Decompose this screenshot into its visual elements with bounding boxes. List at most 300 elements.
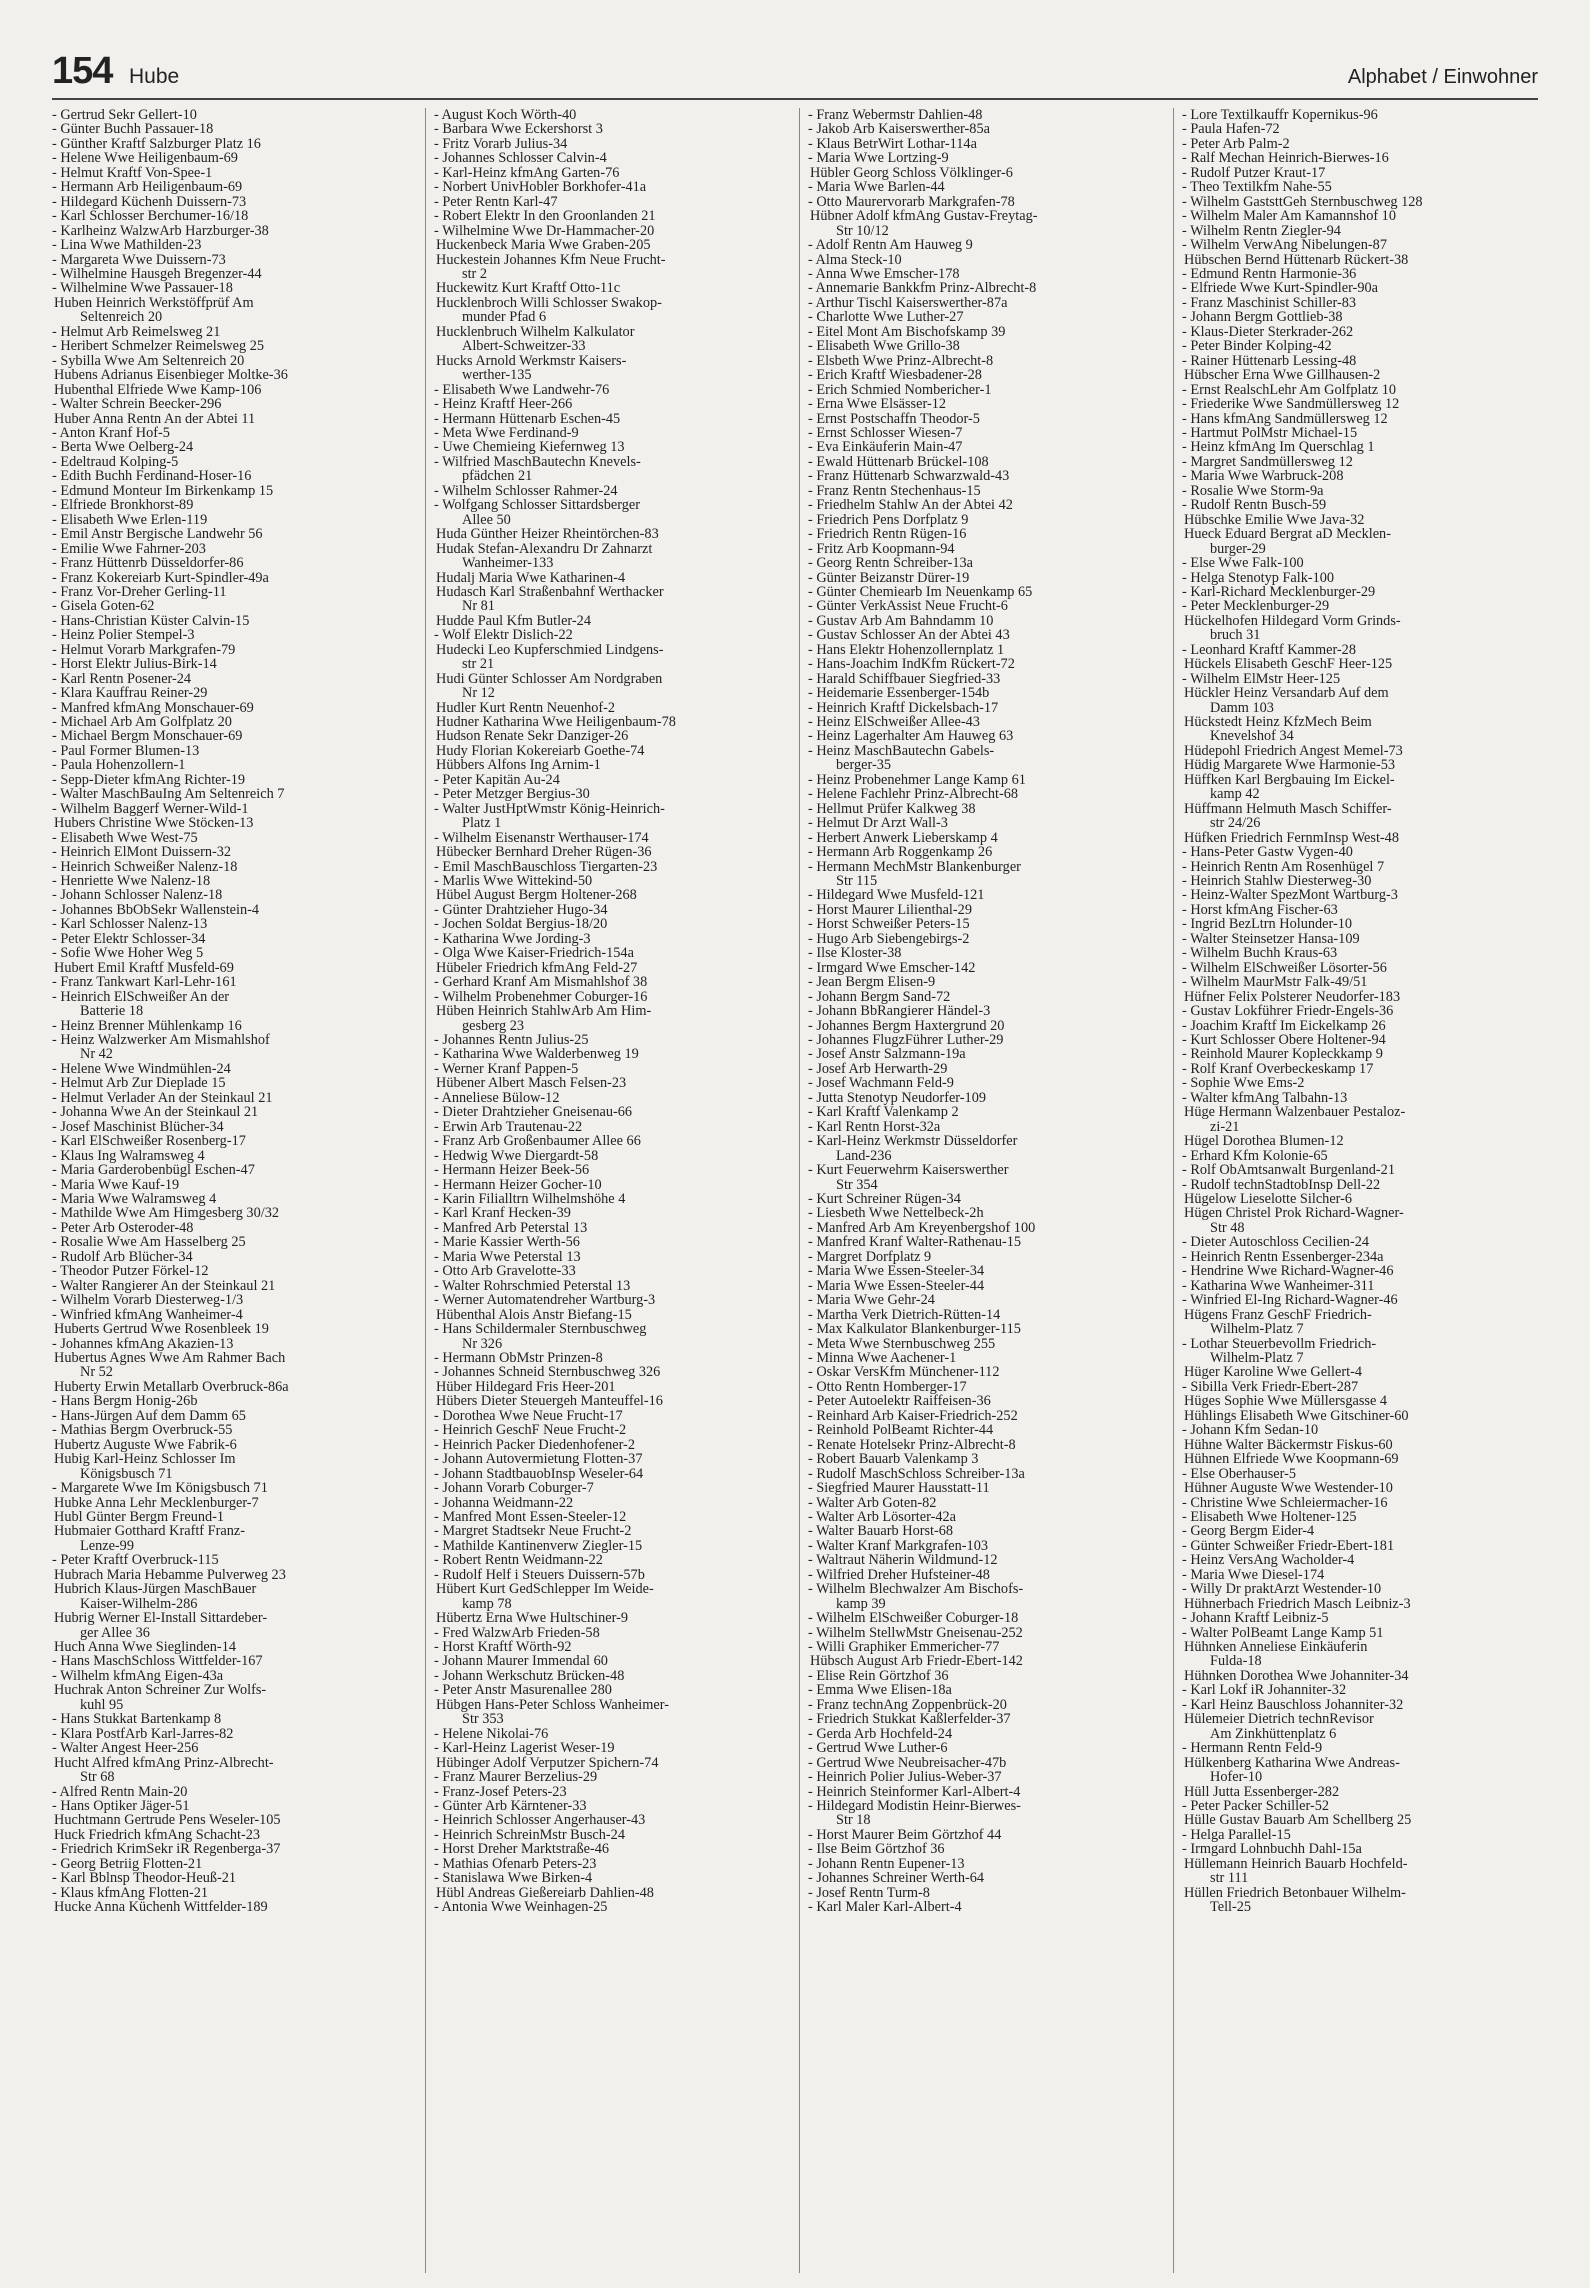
directory-entry: Huckewitz Kurt Kraftf Otto-11c bbox=[436, 281, 621, 296]
directory-entry: - Heinrich Schweißer Nalenz-18 bbox=[52, 859, 238, 875]
directory-entry: - Jakob Arb Kaiserswerther-85a bbox=[808, 122, 990, 137]
directory-entry: Hübler Georg Schloss Völklinger-6 bbox=[810, 165, 1013, 181]
directory-entry: - Rudolf MaschSchloss Schreiber-13a bbox=[808, 1466, 1025, 1482]
directory-entry: - Helene Nikolai-76 bbox=[434, 1726, 549, 1742]
directory-entry: - Martha Verk Dietrich-Rütten-14 bbox=[808, 1307, 1001, 1323]
directory-entry: - Ewald Hüttenarb Brückel-108 bbox=[808, 454, 989, 470]
directory-entry: - Helene Wwe Windmühlen-24 bbox=[52, 1061, 231, 1077]
directory-entry: - Karl Schlosser Nalenz-13 bbox=[52, 917, 208, 932]
entry-continuation: str 24/26 bbox=[1210, 816, 1261, 831]
directory-entry: - Hermann Arb Roggenkamp 26 bbox=[808, 845, 993, 860]
directory-entry: Hubl Günter Bergm Freund-1 bbox=[54, 1509, 225, 1525]
directory-entry: - Rudolf Helf i Steuers Duissern-57b bbox=[434, 1567, 645, 1583]
directory-entry: - Johannes FlugzFührer Luther-29 bbox=[808, 1033, 1004, 1048]
entry-continuation: Seltenreich 20 bbox=[80, 310, 163, 325]
directory-entry: - Minna Wwe Aachener-1 bbox=[808, 1350, 957, 1366]
directory-entry: - Marie Kassier Werth-56 bbox=[434, 1235, 580, 1250]
directory-entry: - Johannes Rentn Julius-25 bbox=[434, 1033, 589, 1048]
directory-entry: - Johann Bergm Sand-72 bbox=[808, 989, 951, 1005]
directory-entry: Hubertz Auguste Wwe Fabrik-6 bbox=[54, 1437, 237, 1453]
directory-entry: - Wilhelm StellwMstr Gneisenau-252 bbox=[808, 1625, 1023, 1641]
directory-entry: - Christine Wwe Schleiermacher-16 bbox=[1182, 1495, 1388, 1510]
directory-entry: - Manfred Arb Peterstal 13 bbox=[434, 1220, 588, 1236]
directory-entry: - Erich Kraftf Wiesbadener-28 bbox=[808, 368, 982, 383]
directory-entry: - Helmut Arb Reimelsweg 21 bbox=[52, 324, 221, 340]
directory-entry: - Manfred Arb Am Kreyenbergshof 100 bbox=[808, 1220, 1036, 1236]
directory-entry: Huch Anna Wwe Sieglinden-14 bbox=[54, 1640, 236, 1655]
directory-entry: Hudner Katharina Wwe Heiligenbaum-78 bbox=[436, 715, 676, 730]
entry-continuation: munder Pfad 6 bbox=[462, 310, 547, 325]
directory-entry: Hudi Günter Schlosser Am Nordgraben bbox=[436, 671, 663, 687]
directory-entry: Hühnerbach Friedrich Masch Leibniz-3 bbox=[1184, 1596, 1411, 1612]
directory-entry: - Gustav Schlosser An der Abtei 43 bbox=[808, 628, 1010, 643]
directory-entry: Hüll Jutta Essenberger-282 bbox=[1184, 1784, 1340, 1800]
directory-entry: - Anton Kranf Hof-5 bbox=[52, 425, 170, 441]
directory-entry: Hückstedt Heinz KfzMech Beim bbox=[1184, 715, 1372, 730]
directory-entry: - Walter Steinsetzer Hansa-109 bbox=[1182, 931, 1360, 947]
directory-entry: - Theo Textilkfm Nahe-55 bbox=[1182, 180, 1332, 195]
column-4 bbox=[1173, 108, 1546, 2273]
directory-entry: - Emilie Wwe Fahrner-203 bbox=[52, 541, 206, 557]
directory-entry: - Karl-Richard Mecklenburger-29 bbox=[1182, 584, 1376, 600]
directory-entry: - Hans-Jürgen Auf dem Damm 65 bbox=[52, 1408, 246, 1424]
entry-continuation: kamp 42 bbox=[1210, 787, 1260, 802]
directory-entry: - Mathilde Kantinenverw Ziegler-15 bbox=[434, 1538, 643, 1554]
directory-entry: - Walter Arb Lösorter-42a bbox=[808, 1509, 956, 1525]
directory-entry: - Wolfgang Schlosser Sittardsberger bbox=[434, 498, 640, 513]
directory-entry: - Hermann Hüttenarb Eschen-45 bbox=[434, 411, 621, 426]
directory-entry: - Elisabeth Wwe Erlen-119 bbox=[52, 512, 208, 528]
directory-entry: - Josef Arb Herwarth-29 bbox=[808, 1061, 948, 1077]
directory-entry: Hüffmann Helmuth Masch Schiffer- bbox=[1184, 801, 1392, 817]
directory-entry: - Heinz-Walter SpezMont Wartburg-3 bbox=[1182, 888, 1398, 903]
directory-entry: - Norbert UnivHobler Borkhofer-41a bbox=[434, 180, 647, 195]
directory-entry: - Heinz Brenner Mühlenkamp 16 bbox=[52, 1018, 242, 1033]
directory-entry: - Helmut Dr Arzt Wall-3 bbox=[808, 816, 948, 831]
directory-entry: - Franz Tankwart Karl-Lehr-161 bbox=[52, 975, 237, 990]
directory-entry: - Walter Kranf Markgrafen-103 bbox=[808, 1538, 988, 1554]
directory-entry: - Wilhelm Blechwalzer Am Bischofs- bbox=[808, 1582, 1024, 1597]
directory-entry: - Anna Wwe Emscher-178 bbox=[808, 266, 960, 282]
directory-entry: - Margarete Wwe Im Königsbusch 71 bbox=[52, 1481, 268, 1496]
directory-entry: - Walter Arb Goten-82 bbox=[808, 1495, 937, 1510]
directory-entry: - Mathilde Wwe Am Himgesberg 30/32 bbox=[52, 1206, 279, 1221]
directory-entry: - Robert Rentn Weidmann-22 bbox=[434, 1553, 603, 1568]
directory-entry: - Wilhelm ElMstr Heer-125 bbox=[1182, 671, 1341, 687]
directory-entry: - Heinrich Schlosser Angerhauser-43 bbox=[434, 1813, 646, 1828]
directory-entry: Hückelhofen Hildegard Vorm Grinds- bbox=[1184, 613, 1401, 629]
directory-entry: - Wilhelm Probenehmer Coburger-16 bbox=[434, 989, 648, 1005]
directory-entry: - Liesbeth Wwe Nettelbeck-2h bbox=[808, 1206, 984, 1221]
directory-entry: - Sofie Wwe Hoher Weg 5 bbox=[52, 946, 204, 961]
directory-entry: - Johann BbRangierer Händel-3 bbox=[808, 1004, 991, 1019]
directory-entry: Hügens Franz GeschF Friedrich- bbox=[1184, 1307, 1372, 1323]
directory-entry: - Erhard Kfm Kolonie-65 bbox=[1182, 1148, 1328, 1164]
directory-entry: - Joachim Kraftf Im Eickelkamp 26 bbox=[1182, 1018, 1386, 1033]
directory-entry: Hückler Heinz Versandarb Auf dem bbox=[1184, 686, 1389, 701]
directory-entry: - Heinrich Kraftf Dickelsbach-17 bbox=[808, 700, 999, 716]
directory-entry: - Franz Vor-Dreher Gerling-11 bbox=[52, 584, 227, 600]
directory-entry: - Werner Kranf Pappen-5 bbox=[434, 1061, 579, 1077]
directory-entry: - Johannes BbObSekr Wallenstein-4 bbox=[52, 902, 260, 918]
directory-entry: - Heinz ElSchweißer Allee-43 bbox=[808, 715, 980, 730]
directory-entry: - Günter Arb Kärntener-33 bbox=[434, 1799, 587, 1814]
directory-entry: - Elisabeth Wwe West-75 bbox=[52, 830, 198, 846]
directory-entry: - Edmund Monteur Im Birkenkamp 15 bbox=[52, 483, 274, 499]
directory-entry: Hübbers Alfons Ing Arnim-1 bbox=[436, 758, 601, 773]
directory-entry: - Horst Schweißer Peters-15 bbox=[808, 917, 970, 932]
directory-entry: - Karl-Heinz kfmAng Garten-76 bbox=[434, 165, 620, 181]
directory-entry: - Antonia Wwe Weinhagen-25 bbox=[434, 1900, 608, 1915]
directory-entry: - Hans Elektr Hohenzollernplatz 1 bbox=[808, 642, 1005, 658]
directory-entry: - Hedwig Wwe Diergardt-58 bbox=[434, 1148, 599, 1164]
directory-entry: - Klaus BetrWirt Lothar-114a bbox=[808, 136, 977, 152]
directory-entry: - Peter Rentn Karl-47 bbox=[434, 194, 558, 210]
directory-entry: - Wolf Elektr Dislich-22 bbox=[434, 628, 573, 643]
directory-entry: - Hans MaschSchloss Wittfelder-167 bbox=[52, 1654, 263, 1669]
directory-entry: Hucke Anna Küchenh Wittfelder-189 bbox=[54, 1900, 268, 1915]
directory-entry: Huchrak Anton Schreiner Zur Wolfs- bbox=[54, 1683, 267, 1698]
directory-entry: - Renate Hotelsekr Prinz-Albrecht-8 bbox=[808, 1437, 1016, 1453]
directory-entry: - Winfried El-Ing Richard-Wagner-46 bbox=[1182, 1293, 1398, 1308]
directory-entry: - Wilhelm ElSchweißer Coburger-18 bbox=[808, 1611, 1019, 1626]
directory-entry: - Peter Metzger Bergius-30 bbox=[434, 787, 590, 802]
directory-entry: Hubert Emil Kraftf Musfeld-69 bbox=[54, 960, 234, 976]
directory-entry: - Dieter Autoschloss Cecilien-24 bbox=[1182, 1235, 1370, 1250]
directory-entry: - Edeltraud Kolping-5 bbox=[52, 454, 179, 470]
directory-entry: Hübschen Bernd Hüttenarb Rückert-38 bbox=[1184, 252, 1409, 267]
directory-entry: - Rosalie Wwe Am Hasselberg 25 bbox=[52, 1235, 246, 1250]
directory-entry: - Katharina Wwe Wanheimer-311 bbox=[1182, 1278, 1375, 1294]
directory-entry: Hübgen Hans-Peter Schloss Wanheimer- bbox=[436, 1697, 669, 1713]
directory-entry: - Walter Bauarb Horst-68 bbox=[808, 1524, 954, 1539]
directory-entry: - Heinrich Rentn Essenberger-234a bbox=[1182, 1249, 1384, 1265]
directory-entry: Hubertus Agnes Wwe Am Rahmer Bach bbox=[54, 1350, 286, 1366]
directory-entry: Hudde Paul Kfm Butler-24 bbox=[436, 613, 591, 629]
directory-entry: - Alfred Rentn Main-20 bbox=[52, 1784, 188, 1800]
directory-entry: - Emil MaschBauschloss Tiergarten-23 bbox=[434, 859, 658, 875]
entry-continuation: Wilhelm-Platz 7 bbox=[1210, 1350, 1304, 1366]
entry-continuation: bruch 31 bbox=[1210, 628, 1261, 643]
directory-entry: - Wilhelm Rentn Ziegler-94 bbox=[1182, 223, 1341, 239]
directory-entry: - Maria Wwe Essen-Steeler-34 bbox=[808, 1264, 985, 1279]
directory-entry: - Walter Angest Heer-256 bbox=[52, 1741, 199, 1756]
directory-entry: - Jochen Soldat Bergius-18/20 bbox=[434, 917, 608, 932]
directory-entry: - Karl Lokf iR Johanniter-32 bbox=[1182, 1683, 1347, 1698]
directory-entry: - Elfriede Wwe Kurt-Spindler-90a bbox=[1182, 281, 1378, 296]
directory-entry: - Kurt Feuerwehrm Kaiserswerther bbox=[808, 1163, 1009, 1178]
directory-entry: - Michael Arb Am Golfplatz 20 bbox=[52, 715, 232, 730]
directory-entry: - Ernst Postschaffn Theodor-5 bbox=[808, 411, 980, 426]
directory-entry: - Henriette Wwe Nalenz-18 bbox=[52, 874, 211, 889]
entry-continuation: Batterie 18 bbox=[80, 1004, 144, 1019]
directory-entry: Hüber Hildegard Fris Heer-201 bbox=[436, 1379, 616, 1395]
directory-entry: - Sophie Wwe Ems-2 bbox=[1182, 1076, 1305, 1091]
directory-entry: - Karl Kranf Hecken-39 bbox=[434, 1206, 571, 1221]
entry-continuation: Nr 81 bbox=[462, 599, 495, 614]
directory-entry: - Karl Schlosser Berchumer-16/18 bbox=[52, 209, 249, 224]
directory-entry: Hüge Hermann Walzenbauer Pestaloz- bbox=[1184, 1105, 1406, 1120]
directory-entry: - Hermann Rentn Feld-9 bbox=[1182, 1741, 1323, 1756]
directory-entry: - Walter Rohrschmied Peterstal 13 bbox=[434, 1278, 631, 1294]
directory-entry: - Helga Parallel-15 bbox=[1182, 1827, 1291, 1843]
directory-entry: - Josef Maschinist Blücher-34 bbox=[52, 1119, 224, 1135]
entry-continuation: Am Zinkhüttenplatz 6 bbox=[1210, 1726, 1337, 1742]
directory-entry: - Fred WalzwArb Frieden-58 bbox=[434, 1625, 600, 1641]
directory-entry: - Lothar Steuerbevollm Friedrich- bbox=[1182, 1336, 1377, 1351]
directory-entry: Hubrich Klaus-Jürgen MaschBauer bbox=[54, 1582, 257, 1597]
directory-entry: Hüdepohl Friedrich Angest Memel-73 bbox=[1184, 743, 1403, 759]
directory-entry: - Eva Einkäuferin Main-47 bbox=[808, 440, 963, 455]
directory-entry: - Heinz Probenehmer Lange Kamp 61 bbox=[808, 772, 1026, 788]
directory-entry: Hübers Dieter Steuergeh Manteuffel-16 bbox=[436, 1394, 663, 1409]
directory-entry: - Karl-Heinz Werkmstr Düsseldorfer bbox=[808, 1134, 1018, 1149]
directory-entry: - Karl Rentn Horst-32a bbox=[808, 1119, 941, 1135]
directory-entry: Hucklenbruch Wilhelm Kalkulator bbox=[436, 324, 635, 340]
directory-entry: Huckenbeck Maria Wwe Graben-205 bbox=[436, 238, 651, 253]
directory-entry: - Stanislawa Wwe Birken-4 bbox=[434, 1871, 593, 1886]
directory-entry: - Margret Dorfplatz 9 bbox=[808, 1249, 932, 1265]
directory-entry: - Erna Wwe Elsässer-12 bbox=[808, 397, 946, 412]
entry-continuation: Str 115 bbox=[836, 874, 878, 889]
directory-entry: - Wilhelm kfmAng Eigen-43a bbox=[52, 1668, 224, 1684]
entry-continuation: gesberg 23 bbox=[462, 1018, 525, 1033]
directory-entry: - Heinrich Polier Julius-Weber-37 bbox=[808, 1770, 1002, 1785]
directory-entry: - Hans-Joachim IndKfm Rückert-72 bbox=[808, 657, 1015, 672]
directory-entry: Hudasch Karl Straßenbahnf Werthacker bbox=[436, 584, 664, 600]
directory-entry: Hübner Adolf kfmAng Gustav-Freytag- bbox=[810, 209, 1038, 224]
directory-entry: Hubig Karl-Heinz Schlosser Im bbox=[54, 1452, 236, 1467]
directory-entry: Hülle Gustav Bauarb Am Schellberg 25 bbox=[1184, 1813, 1412, 1828]
directory-entry: - Siegfried Maurer Hausstatt-11 bbox=[808, 1481, 990, 1496]
directory-entry: - Walter Schrein Beecker-296 bbox=[52, 397, 222, 412]
directory-entry: - Walter Rangierer An der Steinkaul 21 bbox=[52, 1278, 276, 1294]
entry-continuation: str 111 bbox=[1210, 1871, 1249, 1886]
directory-entry: - Franz Hüttenarb Schwarzwald-43 bbox=[808, 469, 1010, 484]
directory-entry: - Hermann MechMstr Blankenburger bbox=[808, 859, 1021, 875]
directory-entry: Hueck Eduard Bergrat aD Mecklen- bbox=[1184, 527, 1391, 542]
directory-entry: Hudler Kurt Rentn Neuenhof-2 bbox=[436, 700, 616, 716]
directory-entry: - Peter Autoelektr Raiffeisen-36 bbox=[808, 1394, 991, 1409]
directory-entry: Hübscher Erna Wwe Gillhausen-2 bbox=[1184, 368, 1381, 383]
directory-entry: - Wilhelm Schlosser Rahmer-24 bbox=[434, 483, 618, 499]
directory-entry: Hülkenberg Katharina Wwe Andreas- bbox=[1184, 1755, 1400, 1771]
directory-entry: Huben Heinrich Werkstöffprüf Am bbox=[54, 295, 254, 311]
directory-entry: - Herbert Anwerk Lieberskamp 4 bbox=[808, 830, 998, 846]
directory-entry: - Johann StadtbauobInsp Weseler-64 bbox=[434, 1466, 644, 1482]
entry-continuation: zi-21 bbox=[1210, 1119, 1240, 1135]
directory-entry: - Gertrud Wwe Luther-6 bbox=[808, 1741, 948, 1756]
directory-entry: Hübert Kurt GedSchlepper Im Weide- bbox=[436, 1582, 654, 1597]
directory-entry: - Hans Optiker Jäger-51 bbox=[52, 1799, 190, 1814]
directory-entry: - Ilse Beim Görtzhof 36 bbox=[808, 1842, 945, 1857]
directory-entry: Hühner Auguste Wwe Westender-10 bbox=[1184, 1481, 1393, 1496]
directory-entry: - Wilhelm Eisenanstr Werthauser-174 bbox=[434, 830, 649, 846]
directory-entry: Hüdig Margarete Wwe Harmonie-53 bbox=[1184, 758, 1396, 773]
directory-entry: - Gertrud Sekr Gellert-10 bbox=[52, 108, 197, 123]
directory-entry: - Heinz VersAng Wacholder-4 bbox=[1182, 1553, 1355, 1568]
directory-entry: - Paula Hohenzollern-1 bbox=[52, 758, 186, 773]
directory-entry: - Peter Mecklenburger-29 bbox=[1182, 599, 1330, 614]
entry-continuation: Hofer-10 bbox=[1210, 1770, 1263, 1785]
directory-entry: Hüges Sophie Wwe Müllersgasse 4 bbox=[1184, 1394, 1388, 1409]
directory-entry: - Reinhold PolBeamt Richter-44 bbox=[808, 1423, 994, 1438]
directory-entry: Hubrig Werner El-Install Sittardeber- bbox=[54, 1611, 268, 1626]
directory-entry: - Maria Wwe Peterstal 13 bbox=[434, 1249, 581, 1265]
directory-entry: - Maria Garderobenbügl Eschen-47 bbox=[52, 1163, 255, 1178]
directory-entry: - Leonhard Kraftf Kammer-28 bbox=[1182, 642, 1356, 658]
directory-entry: - Margret Sandmüllersweg 12 bbox=[1182, 454, 1353, 470]
directory-entry: - Hans kfmAng Sandmüllersweg 12 bbox=[1182, 411, 1388, 426]
directory-entry: - Heinrich Rentn Am Rosenhügel 7 bbox=[1182, 859, 1385, 875]
directory-entry: Hüfken Friedrich FernmInsp West-48 bbox=[1184, 830, 1399, 846]
directory-entry: - Hellmut Prüfer Kalkweg 38 bbox=[808, 801, 976, 817]
directory-entry: Hübinger Adolf Verputzer Spichern-74 bbox=[436, 1755, 659, 1771]
directory-entry: Hühnken Dorothea Wwe Johanniter-34 bbox=[1184, 1668, 1409, 1684]
directory-entry: - Heinz kfmAng Im Querschlag 1 bbox=[1182, 440, 1375, 455]
directory-entry: - Peter Kraftf Overbruck-115 bbox=[52, 1553, 219, 1568]
directory-entry: - Hartmut PolMstr Michael-15 bbox=[1182, 425, 1358, 441]
directory-entry: Hubenthal Elfriede Wwe Kamp-106 bbox=[54, 382, 262, 398]
directory-entry: - Friedhelm Stahlw An der Abtei 42 bbox=[808, 498, 1013, 513]
directory-entry: - Oskar VersKfm Münchener-112 bbox=[808, 1365, 1000, 1380]
directory-entry: - Otto Arb Gravelotte-33 bbox=[434, 1264, 576, 1279]
entry-continuation: Str 68 bbox=[80, 1770, 115, 1785]
directory-entry: - Adolf Rentn Am Hauweg 9 bbox=[808, 238, 973, 253]
directory-entry: - Fritz Arb Koopmann-94 bbox=[808, 541, 955, 557]
directory-entry: - Horst Elektr Julius-Birk-14 bbox=[52, 657, 217, 672]
directory-entry: - Johann Vorarb Coburger-7 bbox=[434, 1481, 594, 1496]
directory-entry: - Rudolf Putzer Kraut-17 bbox=[1182, 165, 1326, 181]
directory-entry: - Hugo Arb Siebengebirgs-2 bbox=[808, 931, 970, 947]
directory-entry: - Johann Schlosser Nalenz-18 bbox=[52, 888, 223, 903]
entry-continuation: kamp 39 bbox=[836, 1596, 886, 1612]
entry-continuation: ger Allee 36 bbox=[80, 1625, 150, 1641]
directory-entry: - Helene Fachlehr Prinz-Albrecht-68 bbox=[808, 787, 1018, 802]
directory-entry: - Heinz Walzwerker Am Mismahlshof bbox=[52, 1033, 270, 1048]
directory-entry: - Walter kfmAng Talbahn-13 bbox=[1182, 1090, 1348, 1106]
entry-continuation: berger-35 bbox=[836, 758, 892, 773]
directory-entry: - Sybilla Wwe Am Seltenreich 20 bbox=[52, 353, 245, 369]
directory-entry: - Rolf ObAmtsanwalt Burgenland-21 bbox=[1182, 1163, 1395, 1178]
directory-entry: - Karl ElSchweißer Rosenberg-17 bbox=[52, 1134, 246, 1149]
directory-entry: - Wilhelm Baggerf Werner-Wild-1 bbox=[52, 801, 249, 817]
directory-entry: - Katharina Wwe Jording-3 bbox=[434, 931, 591, 947]
directory-entry: Hudson Renate Sekr Danziger-26 bbox=[436, 729, 629, 744]
directory-entry: - Heinrich Steinformer Karl-Albert-4 bbox=[808, 1784, 1021, 1800]
directory-entry: Hühnken Anneliese Einkäuferin bbox=[1184, 1640, 1368, 1655]
directory-entry: - Barbara Wwe Eckershorst 3 bbox=[434, 122, 603, 137]
directory-entry: - Manfred Mont Essen-Steeler-12 bbox=[434, 1509, 627, 1525]
directory-entry: - Günter Chemiearb Im Neuenkamp 65 bbox=[808, 584, 1033, 600]
directory-entry: - Johann Maurer Immendal 60 bbox=[434, 1654, 608, 1669]
directory-entry: - Wilhelm Buchh Kraus-63 bbox=[1182, 946, 1338, 961]
page-number: 154 bbox=[52, 50, 113, 92]
directory-entry: - Harald Schiffbauer Siegfried-33 bbox=[808, 671, 1001, 687]
directory-entry: - Emil Anstr Bergische Landwehr 56 bbox=[52, 527, 263, 542]
directory-entry: - Heinz Polier Stempel-3 bbox=[52, 628, 195, 643]
directory-entry: - Friedrich KrimSekr iR Regenberga-37 bbox=[52, 1842, 281, 1857]
header-rule bbox=[52, 98, 1538, 100]
entry-continuation: str 21 bbox=[462, 657, 495, 672]
directory-entry: - Elsbeth Wwe Prinz-Albrecht-8 bbox=[808, 353, 994, 369]
directory-entry: - Hildegard Küchenh Duissern-73 bbox=[52, 194, 247, 210]
entry-continuation: Knevelshof 34 bbox=[1210, 729, 1294, 744]
directory-entry: - Rolf Kranf Overbeckeskamp 17 bbox=[1182, 1061, 1374, 1077]
directory-entry: - Robert Bauarb Valenkamp 3 bbox=[808, 1452, 979, 1467]
directory-entry: - Hendrine Wwe Richard-Wagner-46 bbox=[1182, 1264, 1394, 1279]
directory-entry: - Erwin Arb Trautenau-22 bbox=[434, 1119, 583, 1135]
entry-continuation: Wilhelm-Platz 7 bbox=[1210, 1322, 1304, 1337]
directory-entry: - Hermann Heizer Beek-56 bbox=[434, 1163, 590, 1178]
directory-entry: - Jean Bergm Elisen-9 bbox=[808, 975, 936, 990]
entry-continuation: Damm 103 bbox=[1210, 700, 1274, 716]
directory-entry: - Rainer Hüttenarb Lessing-48 bbox=[1182, 353, 1357, 369]
directory-entry: - Friedrich Stukkat Kaßlerfelder-37 bbox=[808, 1712, 1011, 1727]
directory-entry: - Heinrich ElSchweißer An der bbox=[52, 989, 230, 1005]
directory-entry: - Johannes Schneid Sternbuschweg 326 bbox=[434, 1365, 661, 1380]
directory-entry: - Rudolf Arb Blücher-34 bbox=[52, 1249, 193, 1265]
directory-entry: - Horst kfmAng Fischer-63 bbox=[1182, 902, 1338, 918]
directory-entry: - Georg Bergm Eider-4 bbox=[1182, 1524, 1315, 1539]
directory-entry: - Uwe Chemieing Kiefernweg 13 bbox=[434, 440, 625, 455]
directory-entry: - Günther Kraftf Salzburger Platz 16 bbox=[52, 136, 261, 152]
directory-entry: Hübecker Bernhard Dreher Rügen-36 bbox=[436, 845, 652, 860]
directory-entry: - Horst Dreher Marktstraße-46 bbox=[434, 1842, 610, 1857]
directory-entry: - Meta Wwe Ferdinand-9 bbox=[434, 425, 579, 441]
entry-continuation: burger-29 bbox=[1210, 541, 1266, 557]
directory-entry: Hühlings Elisabeth Wwe Gitschiner-60 bbox=[1184, 1408, 1409, 1424]
directory-entry: - Hermann Heizer Gocher-10 bbox=[434, 1177, 602, 1192]
directory-entry: - Reinhold Maurer Kopleckkamp 9 bbox=[1182, 1047, 1383, 1062]
directory-entry: - Horst Kraftf Wörth-92 bbox=[434, 1640, 572, 1655]
directory-entry: Hübertz Erna Wwe Hultschiner-9 bbox=[436, 1611, 628, 1626]
directory-entry: - Edmund Rentn Harmonie-36 bbox=[1182, 266, 1357, 282]
directory-entry: - Johannes kfmAng Akazien-13 bbox=[52, 1336, 234, 1351]
directory-entry: - Margret Stadtsekr Neue Frucht-2 bbox=[434, 1524, 632, 1539]
entry-continuation: Wanheimer-133 bbox=[462, 556, 554, 571]
directory-entry: Hudalj Maria Wwe Katharinen-4 bbox=[436, 570, 626, 585]
directory-entry: Hügel Dorothea Blumen-12 bbox=[1184, 1134, 1344, 1149]
entry-continuation: kuhl 95 bbox=[80, 1697, 124, 1713]
directory-entry: - Jutta Stenotyp Neudorfer-109 bbox=[808, 1090, 986, 1106]
directory-entry: - Lore Textilkauffr Kopernikus-96 bbox=[1182, 108, 1378, 123]
directory-entry: Hudecki Leo Kupferschmied Lindgens- bbox=[436, 642, 664, 658]
directory-entry: - Karl Bblnsp Theodor-Heuß-21 bbox=[52, 1871, 237, 1886]
directory-entry: - Peter Arb Palm-2 bbox=[1182, 136, 1290, 152]
directory-entry: Huber Anna Rentn An der Abtei 11 bbox=[54, 411, 256, 426]
directory-entry: - Georg Rentn Schreiber-13a bbox=[808, 556, 974, 571]
entry-continuation: Albert-Schweitzer-33 bbox=[462, 339, 586, 354]
directory-entry: - Sepp-Dieter kfmAng Richter-19 bbox=[52, 772, 246, 788]
directory-entry: - Dieter Drahtzieher Gneisenau-66 bbox=[434, 1105, 633, 1120]
directory-entry: - Hans-Christian Küster Calvin-15 bbox=[52, 613, 250, 629]
directory-entry: - Franz technAng Zoppenbrück-20 bbox=[808, 1697, 1007, 1713]
directory-entry: - Else Wwe Falk-100 bbox=[1182, 556, 1304, 571]
directory-entry: Hübeler Friedrich kfmAng Feld-27 bbox=[436, 960, 638, 976]
entry-columns bbox=[50, 108, 1545, 2278]
directory-entry: - Ernst RealschLehr Am Golfplatz 10 bbox=[1182, 382, 1396, 398]
directory-entry: - Maria Wwe Diesel-174 bbox=[1182, 1567, 1325, 1583]
directory-entry: Hülemeier Dietrich technRevisor bbox=[1184, 1712, 1374, 1727]
directory-entry: - Franz Maschinist Schiller-83 bbox=[1182, 295, 1357, 311]
directory-entry: - Eitel Mont Am Bischofskamp 39 bbox=[808, 324, 1006, 340]
directory-entry: - Erich Schmied Nombericher-1 bbox=[808, 382, 992, 398]
directory-entry: - Helmut Vorarb Markgrafen-79 bbox=[52, 642, 236, 658]
directory-entry: - Maria Wwe Essen-Steeler-44 bbox=[808, 1278, 985, 1294]
directory-entry: Hübenthal Alois Anstr Biefang-15 bbox=[436, 1307, 632, 1323]
directory-entry: - Hans Schildermaler Sternbuschweg bbox=[434, 1322, 647, 1337]
